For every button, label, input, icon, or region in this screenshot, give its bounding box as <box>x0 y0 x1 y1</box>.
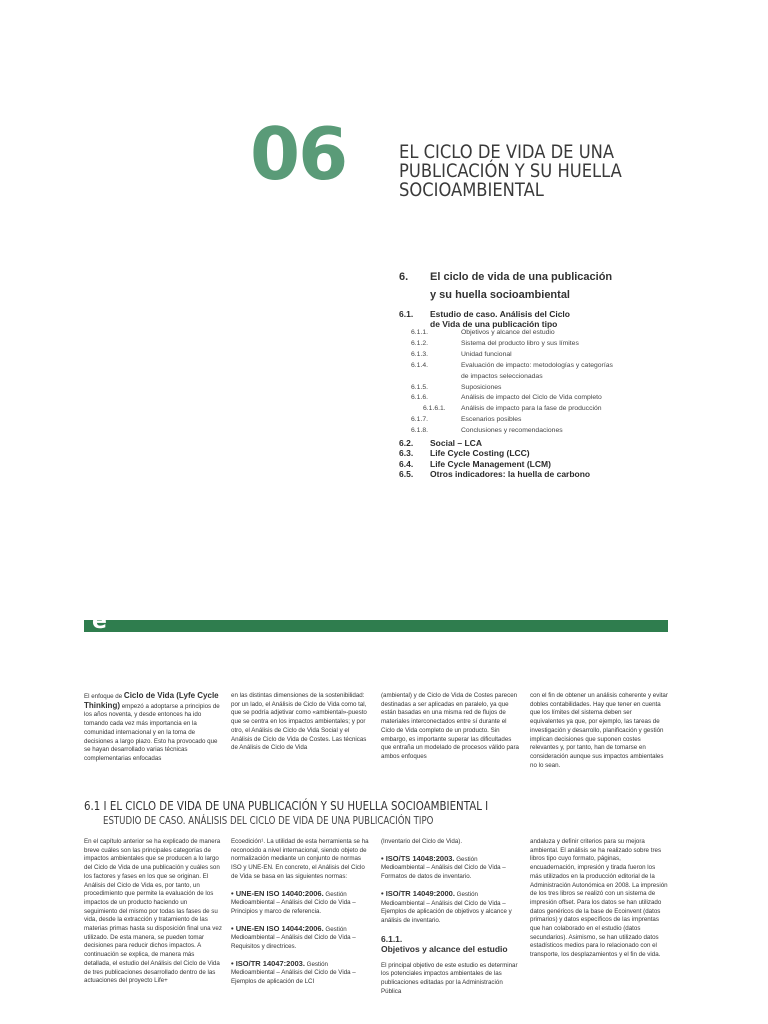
toc-main-title-line: El ciclo de vida de una publicación <box>430 271 613 283</box>
chapter-title-line: SOCIOAMBIENTAL <box>399 179 544 201</box>
section-number: 6.1 I <box>84 798 107 813</box>
section-heading <box>84 798 488 813</box>
subsection-heading <box>381 934 519 954</box>
toc-item-title: Social – LCA <box>430 438 482 448</box>
body-column-3 <box>381 838 519 1004</box>
toc-main-title <box>430 268 612 304</box>
toc-main-number: 6. <box>399 271 409 283</box>
toc-item-number: 6.1.7. <box>411 416 429 424</box>
norm-item <box>231 890 369 917</box>
norm-text: Gestión Medioambiental – Análisis del Ciclo de Vida – Principios y marco de referencia. <box>231 890 356 915</box>
norm-text: Gestión Medioambiental – Análisis del Ciclo de Vida – Requisitos y directrices. <box>231 925 356 951</box>
intro-highlight: Ciclo de Vida (Lyfe Cycle Thinking) <box>84 691 219 710</box>
norm-item <box>381 855 519 882</box>
section-band <box>84 620 668 632</box>
norm-text: Gestión Medioambiental – Análisis del Ciclo de Vida – Ejemplos de aplicación de objetivos y alcance y análisis de inventario. <box>381 890 512 924</box>
toc-item-number: 6.1.2. <box>411 339 429 347</box>
intro-text: empezó a adoptarse a principios de los años noventa, y desde entonces ha ido tomando cada vez más importancia en la comunidad internacional y en la toma de decisiones a largo plazo. Esto ha provocado que se hayan desarrollado varias técnicas complementarias enfocadas <box>84 702 220 762</box>
toc-item-title: Otros indicadores: la huella de carbono <box>430 468 591 479</box>
toc-item-number: 6.1. <box>399 309 414 319</box>
body-paragraph: Ecoedición¹. La utilidad de esta herramienta se ha reconocido a nivel internacional, siendo objeto de normalización mediante un conjunto de normas ISO y UNE-EN. En concreto, el Análisis del Ciclo de Vida se basa en las siguientes normas: <box>231 838 369 880</box>
toc-item-title: Evaluación de impacto: metodologías y categorías <box>461 361 613 369</box>
norm-code: • ISO/TR 14049:2000. <box>381 888 455 898</box>
norm-item <box>231 925 369 952</box>
norm-code: • UNE-EN ISO 14044:2006. <box>231 923 324 933</box>
section-subtitle: ESTUDIO DE CASO. ANÁLISIS DEL CICLO DE VIDA DE UNA PUBLICACIÓN TIPO <box>103 815 434 827</box>
band-logo-letter: e <box>92 609 107 634</box>
toc-item-number: 6.4. <box>399 458 414 469</box>
subsection-title: Objetivos y alcance del estudio <box>381 943 508 954</box>
toc-item-title: de Vida de una publicación tipo <box>430 319 558 329</box>
toc-item-title: Análisis de impacto del Ciclo de Vida completo <box>461 394 602 402</box>
norm-item <box>231 960 369 987</box>
chapter-number: 06 <box>250 112 347 196</box>
toc-item-title: Life Cycle Costing (LCC) <box>430 448 530 459</box>
body-column-4: andaluza y definir criterios para su mejora ambiental. El análisis se ha realizado sobre tres libros tipo cuyo formato, páginas, encuadernación, impresión y tirada fueron los más utilizados en la producción editorial de la Administración Autonómica en 2008. La impresión de los tres libros se realizó con un sistema de impresión offset. Para los datos se han utilizado datos genéricos de la base de Ecoinvent (datos primarios) y datos específicos de las imprentas que han colaborado en el estudio (datos secundarios). Asimismo, se han utilizado datos estadísticos medios para lo relacionado con el transporte, los desplazamientos y el fin de vida. <box>530 838 668 959</box>
toc-item-number: 6.1.4. <box>411 361 429 369</box>
norm-code: • ISO/TR 14047:2003. <box>231 958 305 968</box>
toc-item-title: Life Cycle Management (LCM) <box>430 458 551 469</box>
chapter-title <box>399 143 623 200</box>
norm-item <box>381 890 519 926</box>
intro-column-1 <box>84 692 222 764</box>
toc-item-title: Sistema del producto libro y sus límites <box>461 339 579 347</box>
toc-item-title: Escenarios posibles <box>461 416 522 424</box>
toc-item-number: 6.2. <box>399 438 414 448</box>
norm-code: • UNE-EN ISO 14040:2006. <box>231 888 324 898</box>
intro-column-2: en las distintas dimensiones de la sostenibilidad: por un lado, el Análisis de Ciclo de Vida como tal, que se podría adjetivar como «ambiental»-puesto que se centra en los impactos ambientales; y por otro, el Análisis de Ciclo de Vida Social y el Análisis de Ciclo de Vida de Costes. Las técnicas de Análisis de Ciclo de Vida <box>231 692 367 752</box>
norm-text: Gestión Medioambiental – Análisis del Ciclo de Vida – Formatos de datos de inventario. <box>381 855 506 881</box>
body-paragraph: El principal objetivo de este estudio es determinar los potenciales impactos ambientales de las publicaciones editadas por la Administración Pública <box>381 961 518 995</box>
toc-main-title-line: y su huella socioambiental <box>430 289 570 301</box>
chapter-title-line: PUBLICACIÓN Y SU HUELLA <box>399 160 622 182</box>
toc-item-number: 6.1.6.1. <box>423 405 446 413</box>
toc-item-title: Análisis de impacto para la fase de producción <box>461 405 602 413</box>
subsection-number: 6.1.1. <box>381 933 403 944</box>
toc-item-number: 6.1.6. <box>411 394 429 402</box>
body-paragraph: (Inventario del Ciclo de Vida). <box>381 838 463 845</box>
toc-item-number: 6.1.3. <box>411 350 429 358</box>
toc-item-number: 6.3. <box>399 448 414 459</box>
toc-item-number: 6.5. <box>399 468 414 479</box>
body-column-2 <box>231 838 369 995</box>
intro-column-4: con el fin de obtener un análisis coherente y evitar dobles contabilidades. Hay que tener en cuenta que los límites del sistema deben ser equivalentes ya que, por ejemplo, las tareas de investigación y desarrollo, planificación y gestión implican decisiones que suponen costes relevantes y, por tanto, han de tomarse en consideración aunque sus impactos ambientales no lo sean. <box>530 692 668 769</box>
toc-item-title: Suposiciones <box>461 383 502 391</box>
norm-text: Gestión Medioambiental – Análisis del Ciclo de Vida – Ejemplos de aplicación de LCI <box>231 960 356 986</box>
toc-item-title: Estudio de caso. Análisis del Ciclo <box>430 309 570 319</box>
toc-item-number: 6.1.5. <box>411 383 429 391</box>
toc-item-number: 6.1.8. <box>411 427 429 435</box>
toc-item-title: de impactos seleccionadas <box>461 372 543 380</box>
chapter-title-line: EL CICLO DE VIDA DE UNA <box>399 141 615 163</box>
toc-item-title: Unidad funcional <box>461 350 512 358</box>
toc-item-title: Conclusiones y recomendaciones <box>461 427 563 435</box>
section-title: EL CICLO DE VIDA DE UNA PUBLICACIÓN Y SU HUELLA SOCIOAMBIENTAL I <box>109 798 489 813</box>
toc-item-title: Objetivos y alcance del estudio <box>461 329 555 336</box>
body-column-1: En el capítulo anterior se ha explicado de manera breve cuáles son las principales categorías de impactos ambientales que se producen a lo largo del Ciclo de Vida de una publicación y cuáles son los factores y fases en los que se originan. El Análisis del Ciclo de Vida es, por tanto, un procedimiento que permite la evaluación de los impactos de un producto haciendo un seguimiento del mismo por todas las fases de su vida, desde la extracción y tratamiento de las materias primas hasta su disposición final una vez utilizado. De esta manera, se pueden tomar decisiones para reducir dichos impactos. A continuación se explica, de manera más detallada, el estudio del Análisis del Ciclo de Vida de tres publicaciones desarrollado dentro de las actuaciones del proyecto Life+ <box>84 838 222 985</box>
toc-item-number: 6.1.1. <box>411 329 429 336</box>
intro-text: El enfoque de <box>84 693 124 700</box>
intro-column-3: (ambiental) y de Ciclo de Vida de Costes parecen destinadas a ser aplicadas en paralelo, ya que están basadas en una misma red de flujos de materiales interconectados entre sí durante el Ciclo de Vida completo de un producto. Sin embargo, es importante superar las dificultades que entraña un modelado de procesos válido para ambos enfoques <box>381 692 519 760</box>
norm-code: • ISO/TS 14048:2003. <box>381 853 455 863</box>
